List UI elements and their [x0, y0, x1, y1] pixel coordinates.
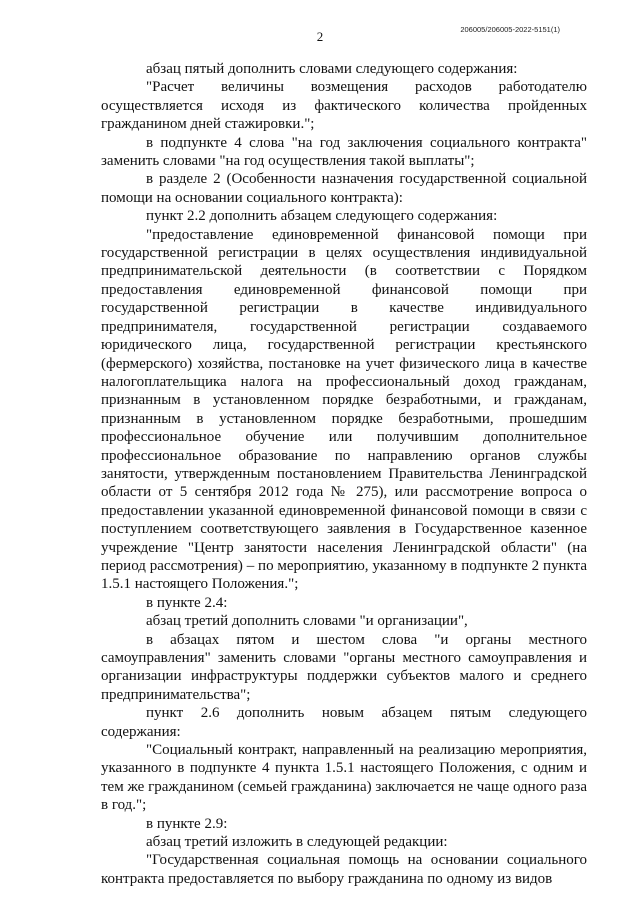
paragraph: абзац третий дополнить словами "и организации",: [146, 613, 468, 630]
document-id: 206005/206005-2022-5151(1): [460, 25, 560, 34]
document-body: [101, 60, 587, 888]
paragraph: в подпункте 4 слова "на год заключения социального контракта" заменить словами "на год осуществления такой выплаты";: [101, 134, 587, 170]
paragraph: абзац третий изложить в следующей редакции:: [146, 834, 448, 851]
paragraph: абзац пятый дополнить словами следующего содержания:: [146, 61, 518, 77]
paragraph: в абзацах пятом и шестом слова "и органы местного самоуправления" заменить словами "органы местного самоуправления и организации инфраструктуры поддержки субъектов малого и среднего предпринимательства";: [101, 631, 587, 703]
paragraph: пункт 2.6 дополнить новым абзацем пятым следующего содержания:: [101, 705, 587, 740]
paragraph: в пункте 2.9:: [146, 815, 228, 832]
paragraph: "Социальный контракт, направленный на реализацию мероприятия, указанного в подпункте 4 пункта 1.5.1 настоящего Положения, с одним и тем же гражданином (семьей гражданина) заключается не чаще одного раза в год.";: [101, 742, 587, 814]
paragraph: в пункте 2.4:: [146, 594, 228, 611]
paragraph: "предоставление единовременной финансовой помощи при государственной регистрации в целях осуществления индивидуальной предпринимательской деятельности (в соответствии с Порядком предоставления единовременной финансовой помощи при государственной регистрации в качестве индивидуального предпринимателя, государственной регистрации создаваемого юридического лица, государственной регистрации крестьянского (фермерского) хозяйства, постановке на учет физического лица в качестве налогоплательщика налога на профессиональный доход гражданам, признанным в установленном порядке безработными, и гражданам, признанным в установленном порядке безработными, прошедшим профессиональное обучение или получившим дополнительное профессиональное образование по направлению органов службы занятости, утвержденным постановлением Правительства Ленинградской области от 5 сентября 2012 года № 275), или рассмотрение вопроса о предоставлении указанной единовременной финансовой помощи в связи с поступлением соответствующего заявления в Государственное казенное учреждение "Центр занятости населения Ленинградской области" (на период рассмотрения) – по мероприятию, указанному в подпункте 2 пункта 1.5.1 настоящего Положения.";: [101, 226, 587, 593]
paragraph: в разделе 2 (Особенности назначения государственной социальной помощи на основании социального контракта):: [101, 171, 587, 206]
page-number: 2: [316, 29, 324, 44]
paragraph: "Государственная социальная помощь на основании социального контракта предоставляется по выбору гражданина по одному из видов: [101, 852, 587, 887]
paragraph: пункт 2.2 дополнить абзацем следующего содержания:: [146, 208, 498, 225]
paragraph: "Расчет величины возмещения расходов работодателю осуществляется исходя из фактического количества пройденных гражданином дней стажировки.";: [101, 79, 587, 133]
